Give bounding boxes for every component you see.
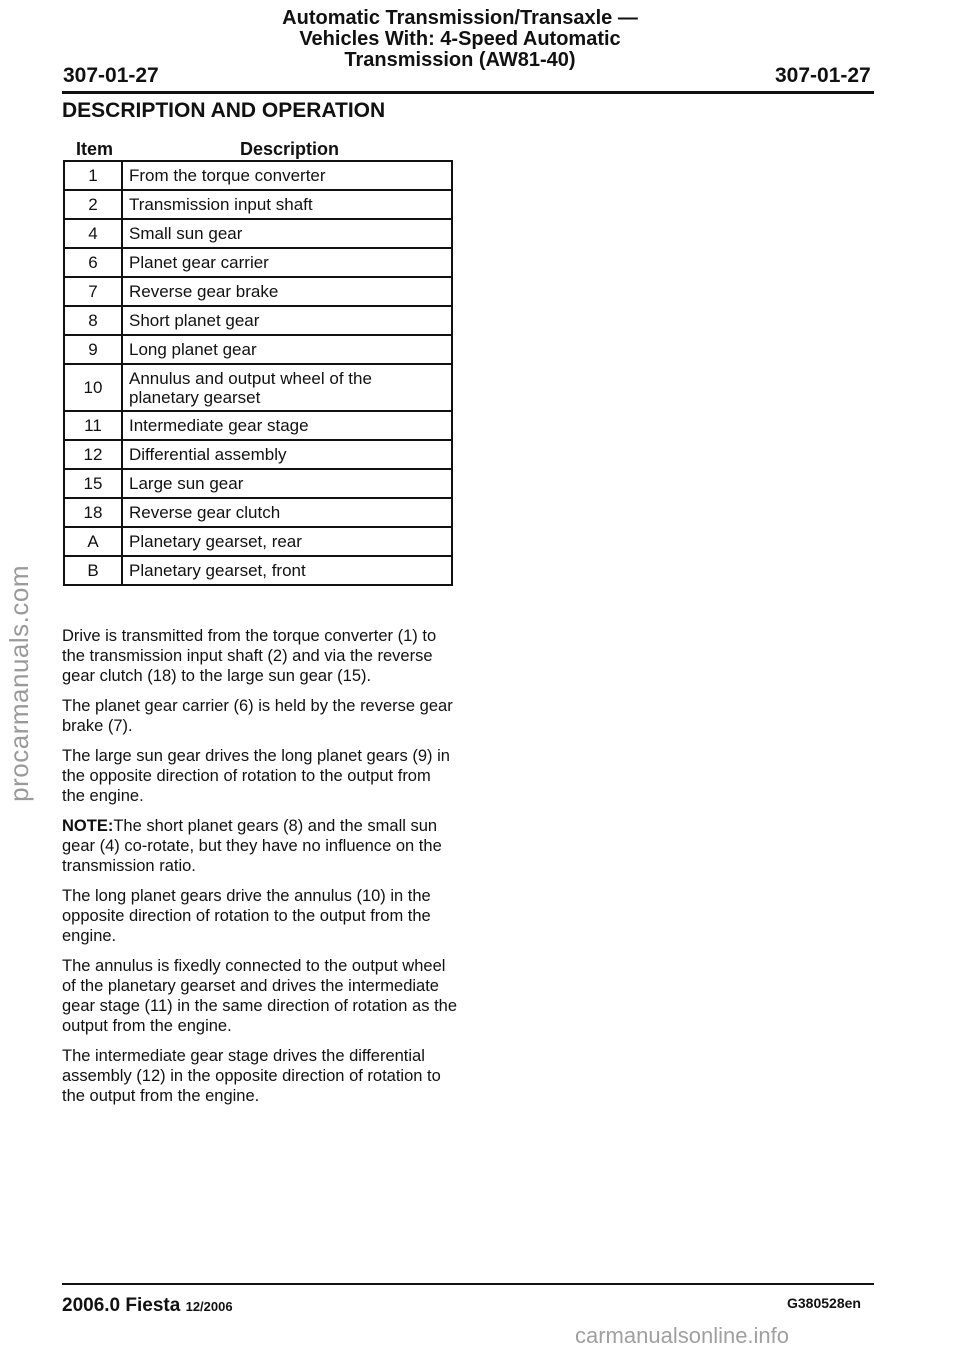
footer-rule (62, 1283, 874, 1285)
table-row (64, 219, 452, 248)
footer-model (62, 1295, 233, 1317)
item-description-table (63, 160, 453, 586)
table-row (64, 248, 452, 277)
item-description: Differential assembly (122, 440, 452, 469)
item-number: 1 (64, 161, 122, 190)
item-description: Large sun gear (122, 469, 452, 498)
item-number: 9 (64, 335, 122, 364)
paragraph-long-planet-gears: The large sun gear drives the long planet gears (9) in the opposite direction of rotation to the output from the engine. (62, 747, 450, 805)
page-code-left: 307-01-27 (63, 64, 159, 87)
footer-date: 12/2006 (185, 1299, 233, 1314)
table-row (64, 161, 452, 190)
note-paragraph (62, 816, 457, 876)
item-description: Transmission input shaft (122, 190, 452, 219)
item-number: 8 (64, 306, 122, 335)
paragraph-drive-path: Drive is transmitted from the torque converter (1) to the transmission input shaft (2) and via the reverse gear clutch (18) to the large sun gear (15). (62, 627, 437, 685)
item-description: Short planet gear (122, 306, 452, 335)
item-description: Small sun gear (122, 219, 452, 248)
table-row (64, 498, 452, 527)
table-header-description: Description (240, 139, 340, 159)
item-number: 11 (64, 411, 122, 440)
page-code-right: 307-01-27 (775, 64, 871, 87)
item-number: 15 (64, 469, 122, 498)
table-header-item: Item (76, 139, 114, 159)
table-row (64, 335, 452, 364)
item-description: From the torque converter (122, 161, 452, 190)
table-row (64, 556, 452, 585)
document-header-title (200, 8, 720, 71)
item-number: 2 (64, 190, 122, 219)
table-row (64, 190, 452, 219)
operation-text (62, 626, 457, 1116)
item-description: Intermediate gear stage (122, 411, 452, 440)
item-description: Long planet gear (122, 335, 452, 364)
item-description: Reverse gear brake (122, 277, 452, 306)
table-row (64, 277, 452, 306)
item-number: 12 (64, 440, 122, 469)
header-rule (62, 91, 874, 94)
item-number: 6 (64, 248, 122, 277)
item-description: Planet gear carrier (122, 248, 452, 277)
table-row (64, 527, 452, 556)
item-description: Planetary gearset, front (122, 556, 452, 585)
section-title: DESCRIPTION AND OPERATION (62, 99, 386, 122)
table-row (64, 469, 452, 498)
watermark-bottom: carmanualsonline.info (575, 1323, 790, 1348)
table-row (64, 306, 452, 335)
table-row (64, 364, 452, 411)
item-number: 7 (64, 277, 122, 306)
header-title-line-1: Automatic Transmission/Transaxle — (282, 7, 638, 29)
paragraph-annulus-drive: The long planet gears drive the annulus (10) in the opposite direction of rotation to the output from the engine. (62, 887, 431, 945)
item-number: B (64, 556, 122, 585)
item-number: 10 (64, 364, 122, 411)
paragraph-differential: The intermediate gear stage drives the differential assembly (12) in the opposite direction of rotation to the output from the engine. (62, 1047, 441, 1105)
note-label: NOTE: (62, 817, 114, 835)
item-description: Planetary gearset, rear (122, 527, 452, 556)
paragraph-output-wheel: The annulus is fixedly connected to the output wheel of the planetary gearset and drives the intermediate gear stage (11) in the same direction of rotation as the output from the engine. (62, 957, 458, 1035)
item-number: 18 (64, 498, 122, 527)
note-text: The short planet gears (8) and the small sun gear (4) co-rotate, but they have no influence on the transmission ratio. (62, 817, 442, 875)
table-row (64, 440, 452, 469)
table-row (64, 411, 452, 440)
paragraph-carrier-held: The planet gear carrier (6) is held by the reverse gear brake (7). (62, 697, 453, 735)
item-number: 4 (64, 219, 122, 248)
item-description: Reverse gear clutch (122, 498, 452, 527)
footer-model-name: 2006.0 Fiesta (62, 1295, 181, 1316)
watermark-side: procarmanuals.com (4, 565, 34, 802)
item-number: A (64, 527, 122, 556)
header-title-line-2: Vehicles With: 4-Speed Automatic (299, 28, 621, 50)
header-title-line-3: Transmission (AW81-40) (344, 49, 576, 71)
item-description: Annulus and output wheel of the planetary gearset (122, 364, 452, 411)
footer-doc-code: G380528en (787, 1295, 861, 1311)
